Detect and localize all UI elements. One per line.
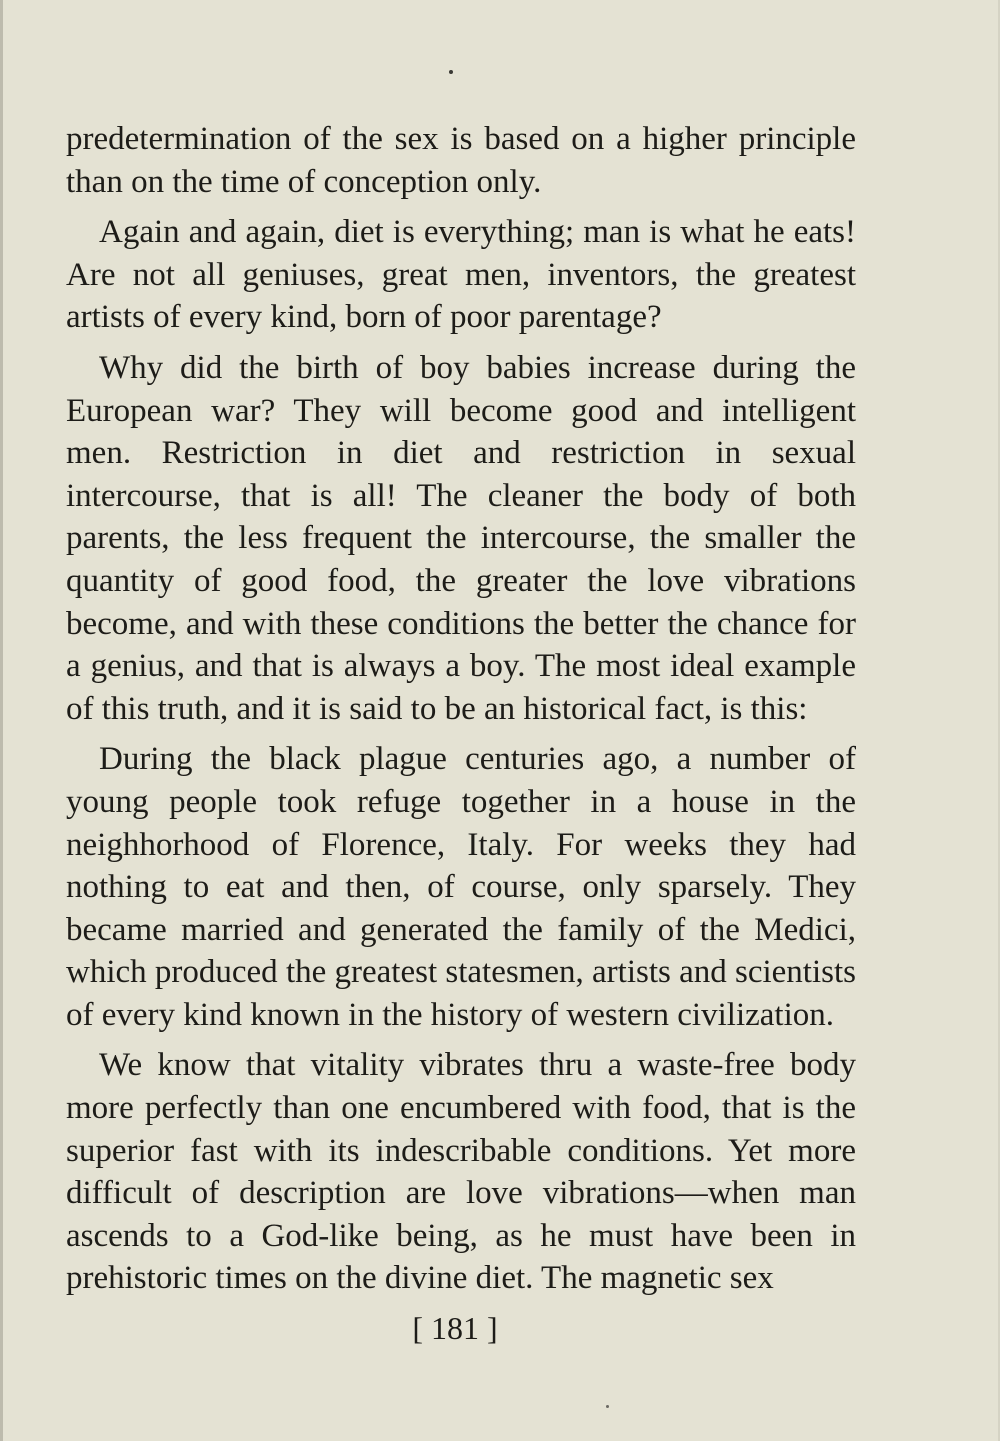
page-number-container — [0, 1310, 1000, 1347]
top-mark — [449, 70, 453, 74]
paragraph-3: Why did the birth of boy babies increase during the European war? They will become good and intelligent men. Restriction in diet and restriction in sexual intercourse, that is all! The cleaner the body of both parents, the less frequent the intercourse, the smaller the quantity of good food, the greater the love vibrations become, and with these conditions the better the chance for a genius, and that is always a boy. The most ideal example of this truth, and it is said to be an historical fact, is this: — [66, 349, 856, 727]
paragraph-5: We know that vitality vibrates thru a waste-free body more perfectly than one encumbered with food, that is the superior fast with its indescribable conditions. Yet more difficult of description are love vibrations—when man ascends to a God-like being, as he must have been in prehistoric times on the divine diet. The magnetic sex — [66, 1047, 856, 1297]
paragraph-1: predetermination of the sex is based on a higher principle than on the time of conception only. — [66, 121, 856, 200]
paragraph-2: Again and again, diet is everything; man is what he eats! Are not all geniuses, great men, inventors, the greatest artists of every kind, born of poor parentage? — [66, 214, 856, 336]
page-number: [ 181 ] — [412, 1310, 498, 1346]
page-left-edge — [0, 0, 3, 1441]
body-text — [66, 118, 856, 1308]
paragraph-4: During the black plague centuries ago, a number of young people took refuge together in a house in the neighhorhood of Florence, Italy. For weeks they had nothing to eat and then, of course, only sparsely. They became married and generated the family of the Medici, which produced the greatest statesmen, artists and scientists of every kind known in the history of western civilization. — [66, 741, 856, 1033]
bottom-mark — [606, 1405, 609, 1408]
